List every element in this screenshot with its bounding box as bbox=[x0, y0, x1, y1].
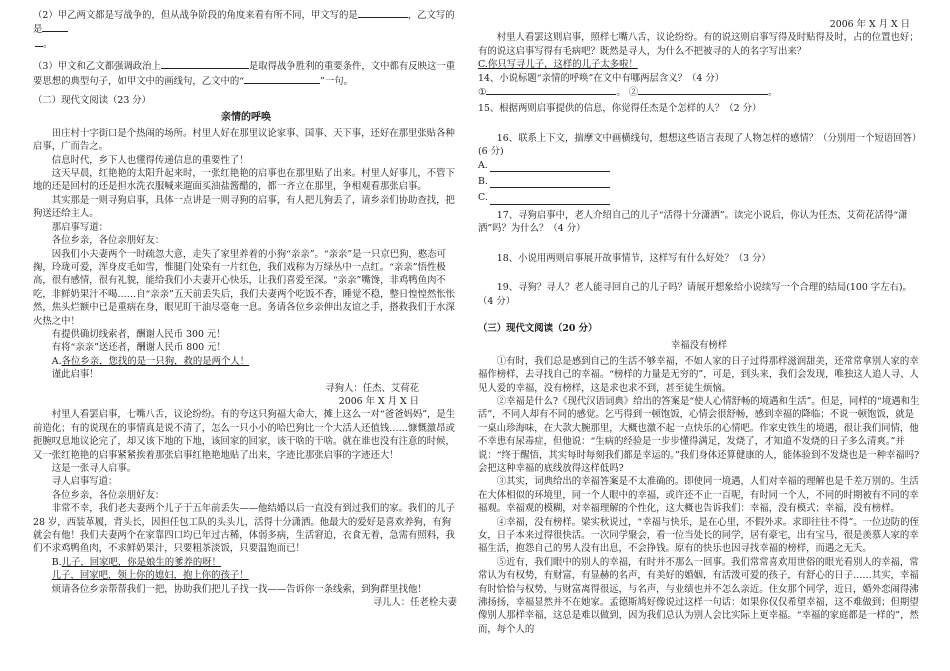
left-column bbox=[33, 0, 459, 609]
underlined-sentence-c: C.你只写寻儿子，这样的儿子太多啦！ bbox=[478, 59, 638, 71]
story-paragraph: 各位乡亲，各位亲朋好友： bbox=[51, 235, 165, 247]
question-16: 16、联系上下文，揣摩文中画横线句，想想这些语言表现了人物怎样的感情？（分别用一个短语回答）(6 分) bbox=[478, 132, 917, 158]
answer-blank[interactable] bbox=[42, 22, 68, 32]
story-paragraph: 那启事写道： bbox=[51, 221, 109, 233]
answer-blank[interactable] bbox=[358, 8, 408, 18]
story-paragraph: 这天早晨，红艳艳的太阳升起来时，一张红艳艳的启事也在那里贴了出来。村里人好事儿，不管下地的还是回村的还是担水洗衣服喊来遛面买油盐酱醋的，都一齐立在那里，争相观看那张启事。 bbox=[33, 168, 455, 193]
article-paragraph: ②幸福是什么?《现代汉语词典》给出的答案是“使人心情舒畅的境遇和生活”。但是，同样的“境遇和生活”，不同人却有不同的感觉。乞丐得到一顿饱饭，心情会很舒畅，感到幸福的降临；不说一顿饱饭，就是一桌山珍海味，在大款大腕那里，大概也激不起一点快乐的心情吧。作家史铁生的境遇，很让我们同情，他不幸患有尿毒症，但他说：“生病的经验是一步步懂得满足，发烧了，才知道不发烧的日子多么清爽。”并说：“终于醒悟，其实每时每刻我们都是幸运的。”我们身体还算健康的人，能体验到不发烧也是一种幸福吗?会把这种幸福的底线放得这样低吗? bbox=[478, 395, 920, 474]
story-paragraph: 村里人看罢这则启事，照样七嘴八舌，议论纷纷。有的说这则启事写得及时贴得及时，占的位置也好；有的说这启事写得有毛病吧？既然是寻人，为什么不把被寻的人的名字写出来？ bbox=[478, 32, 919, 57]
question-18: 18、小说用两则启事展开故事情节，这样写有什么好处？（3 分） bbox=[496, 252, 771, 264]
article-paragraph: ③其实，词典给出的幸福答案是不太准确的。即使同一境遇，人们对幸福的理解也是千差万别的。生活在大体相似的环境里，同一个人眼中的幸福，或许还不止一百呢，有时同一个人，不同的时期被有不同的幸福观。幸福观的模糊，对幸福理解的个性化，这大概也告诉我们：幸福，没有模式；幸福，没有榜样。 bbox=[478, 476, 919, 515]
article-paragraph: ①有时，我们总是感到自己的生活不够幸福，不如人家的日子过得那样滋润甜美，还常常拿别人家的幸福作榜样，去寻找自己的幸福。“榜样的力量是无穷的”，可是，到头来，我们会发现，唯独这人追人寻、人见人爱的幸福，没有榜样，这是求也求不到，甚至徒生烦恼。 bbox=[478, 355, 919, 394]
answer-blank[interactable] bbox=[638, 85, 768, 95]
answer-blank[interactable] bbox=[490, 178, 610, 188]
story-paragraph: 有将“亲亲”送还者，酬谢人民币 800 元！ bbox=[51, 342, 226, 354]
answer-blank[interactable] bbox=[490, 162, 610, 172]
notice-signer: 寻狗人：任杰、艾荷花 bbox=[325, 382, 419, 394]
story-paragraph: 各位乡亲，各位亲朋好友： bbox=[51, 489, 165, 501]
question-15: 15、根据两则启事提供的信息，你觉得任杰是个怎样的人？（2 分） bbox=[478, 103, 762, 115]
story-paragraph: 信息时代，乡下人也懂得传递信息的重要性了！ bbox=[51, 154, 249, 166]
question-14-answers: ① 。 ② 。 bbox=[478, 87, 778, 99]
answer-blank[interactable] bbox=[490, 195, 610, 205]
section-3-heading: （三）现代文阅读（20 分） bbox=[478, 322, 598, 334]
story-paragraph: 因我们小夫妻两个一时疏忽大意，走失了家里养着的小狗“亲亲”。“亲亲”是一只京巴狗，憨态可掬，玲珑可爱，浑身皮毛如雪，惟腿门处染有一片红色，我们戏称为万绿丛中一点红。“亲亲”悟性极高，很有感情，很有礼貌，能给我们小夫妻开心快乐，让我们喜爱至深。“亲亲”嘴馋，非鸡鸭鱼肉不吃，非鲜奶果汁不喝……自“亲亲”五天前丢失后，我们夫妻两个吃饭不香，睡觉不稳，整日惶惶然怅怅然，焦头烂额中已是重病在身，眼见盯干油尽毫奄一息。务请各位乡亲伸出友谊之手，搭救我们于水深火热之中！ bbox=[33, 248, 456, 327]
right-column bbox=[478, 0, 920, 636]
notice-signer-2: 寻儿人：任老栓夫妻 bbox=[372, 597, 457, 609]
story-paragraph: 有提供确切线索者，酬谢人民币 300 元！ bbox=[51, 328, 226, 340]
answer-blank[interactable] bbox=[486, 85, 616, 95]
option-a-line: A. bbox=[478, 159, 920, 172]
question-3: （3）甲文和乙文都强调政治上 是取得战争胜利的重要条件，文中都有反映这一重要思想的典型句子，如甲文中的画线句，乙文中的“ ”一句。 bbox=[33, 61, 456, 87]
underlined-sentence-b: B.儿子，回家吧，你是娘生的爹养的呀！ bbox=[51, 556, 222, 568]
story-paragraph: 寻人启事写道： bbox=[51, 476, 118, 488]
question-14: 14、小说标题“亲情的呼唤”在文中有哪两层含义？（4 分） bbox=[478, 72, 725, 84]
article-title: 幸福没有榜样 bbox=[670, 340, 728, 352]
underlined-sentence-a: A.各位乡亲，您找的是一只狗，救的是两个人！ bbox=[51, 355, 250, 367]
question-17: 17、寻狗启事中，老人介绍自己的儿子“活得十分潇洒”。读完小说后，你认为任杰、艾荷花活得“潇洒”吗？为什么？（4 分） bbox=[478, 209, 908, 235]
story-paragraph: 其实那是一则寻狗启事，具体一点讲是一则寻狗的启事，有人把儿狗丢了，请乡亲们协助查找，把狗送还给主人。 bbox=[33, 194, 455, 220]
story-title: 亲情的呼唤 bbox=[221, 112, 271, 124]
notice-closing: 谨此启事！ bbox=[51, 369, 99, 381]
story-paragraph: 村里人看罢启事，七嘴八舌，议论纷纷。有的夸这只狗福大命大，摊上这么一对“爸爸妈妈”，是生前造化；有的说现在的事情真是说不清了，怎么一只小小的哈巴狗比一个大活人还值钱……慷慨激昂或扼腕叹息地议论完了，却又该下地的下地，该回家的回家，该干啥的干啥。就在谁也没有注意的时候，又一张红艳艳的启事紧紧挨着那张启事红艳艳地贴了出来，字迹比那张启事的字迹还大！ bbox=[33, 409, 456, 461]
article-paragraph: ④幸福，没有榜样。梁实秋说过，“幸福与快乐，是在心里，不假外求。求即往往不得”。一位边防的侄女，日子本来过得很快活。一次同学聚会，看一位当处长的同学，居有豪宅，出有宝马，很是羡慕人家的幸福生活，抱怨自己的男人没有出息，不会挣钱。原有的快乐也因寻找幸福的榜样，而遇之无夭。 bbox=[478, 516, 919, 555]
notice-date-top: 2006 年 X 月 X 日 bbox=[829, 19, 910, 30]
story-paragraph: 烦请各位乡亲帮帮我们一把，协助我们把儿子找一找——告诉你一条线索，到狗群里找他！ bbox=[51, 583, 427, 595]
underlined-sentence-b-2: 儿子，回家吧，领上你的媳妇，抱上你的孩子！ bbox=[51, 570, 249, 582]
answer-blank[interactable] bbox=[35, 37, 43, 47]
question-2-end: 。 bbox=[33, 37, 459, 51]
story-paragraph: 这是一张寻人启事。 bbox=[51, 463, 137, 474]
question-19: 19、寻狗？寻人？老人能寻回自己的儿子吗？请展开想象给小说续写一个合理的结局(100 字左右)。（4 分） bbox=[478, 282, 912, 307]
option-c-line: C. bbox=[478, 191, 920, 204]
option-b-line: B. bbox=[478, 175, 920, 188]
story-paragraph: 非常不幸，我们老夫妻两个儿子于五年前丢失——他结婚以后一直没有到过我们的家。我们的儿子 28 岁，西装革履，背头长，因担任包工队的头头儿，活得十分潇洒。他最大的爱好是喜欢养狗，有狗就会有他！我们夫妻两个在家靠四口均已年过古稀，体弱多病，生活窘迫，衣食无着，急需有照料，我们不求鸡鸭鱼肉，不求鲜奶果汁，只要粗茶淡饭，只要温饱而已！ bbox=[33, 503, 455, 555]
section-2-heading: （二）现代文阅读（23 分） bbox=[33, 95, 152, 107]
answer-blank[interactable] bbox=[244, 74, 320, 84]
article-paragraph: ⑤近有，我们眼中的别人的幸福，有时并不那么一回事。我们常常喜欢用世俗的眼光看别人的幸福，常常认为有权势，有财富，有显赫的名声，有美好的婚姻，有活泼可爱的孩子，有舒心的日子……其实，幸福有时恰恰与权势，与财富离得很远，与名声，与业绩也并不怎么亲近。住女那个同学，近日，婚外恋闹得沸沸扬扬，幸福显然并不在她家。孟德斯鸠好像说过这样一句话：如果你仅仅希望幸福，这不难做到；但期望像别人那样幸福，这总是难以做到，因为我们总认为别人会比实际上更幸福。“幸福的家庭都是一样的”，然而，每个人的 bbox=[478, 556, 919, 635]
answer-blank[interactable] bbox=[161, 59, 249, 69]
notice-date: 2006 年 X 月 X 日 bbox=[338, 395, 419, 407]
story-paragraph: 田庄村十字街口是个热闹的场所。村里人好在那里议论家事、国事、天下事，还好在那里张贴各种启事，广而告之。 bbox=[33, 127, 455, 153]
question-2: （2）甲乙两文都是写战争的，但从战争阶段的角度来看有所不同，甲文写的是 ，乙文写的是 bbox=[33, 10, 455, 36]
